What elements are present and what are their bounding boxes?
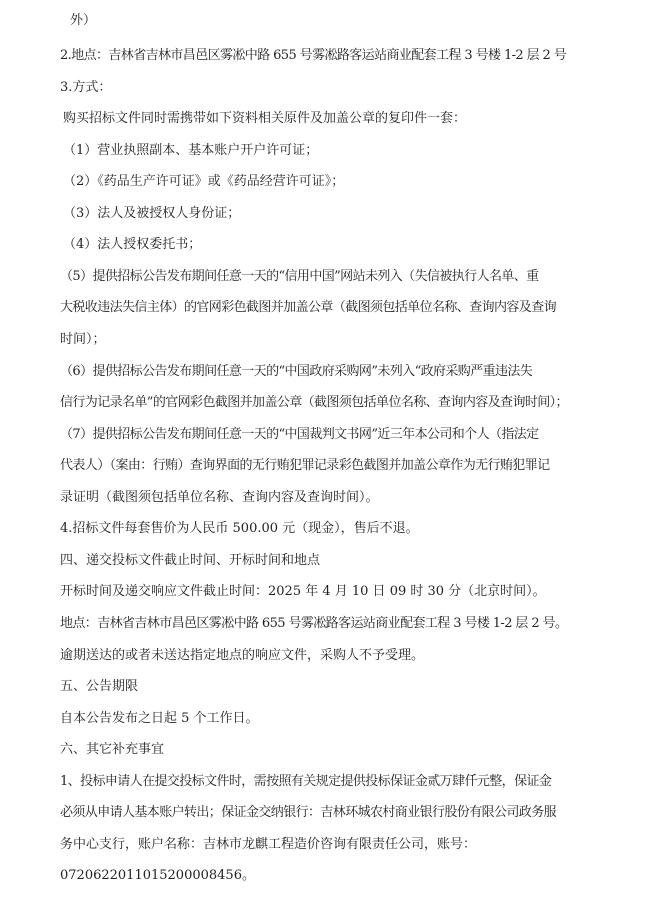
text-line: 时间）； xyxy=(60,332,106,347)
text-line: 信行为记录名单”的官网彩色截图并加盖公章（截图须包括单位名称、查询内容及查询时间）； xyxy=(60,395,568,410)
text-line: 代表人）（案由：行贿）查询界面的无行贿犯罪记录彩色截图并加盖公章作为无行贿犯罪记 xyxy=(60,458,550,473)
text-line: 1、投标申请人在提交投标文件时，需按照有关规定提供投标保证金贰万肆仟元整，保证金 xyxy=(60,774,552,789)
text-line: （3）法人及被授权人身份证； xyxy=(63,206,241,221)
text-line: 录证明（截图须包括单位名称、查询内容及查询时间）。 xyxy=(60,490,379,505)
text-line: 购买招标文件同时需携带如下资料相关原件及加盖公章的复印件一套： xyxy=(63,111,467,126)
text-line: 外） xyxy=(70,13,97,28)
text-line: 务中心支行，账户名称：吉林市龙麒工程造价咨询有限责任公司，账号： xyxy=(60,837,477,852)
text-line: 自本公告发布之日起 5 个工作日。 xyxy=(60,711,259,726)
text-line: （5）提供招标公告发布期间任意一天的“信用中国”网站未列入（失信被执行人名单、重 xyxy=(60,269,539,284)
text-line: （4）法人授权委托书； xyxy=(63,237,202,252)
text-line: 开标时间及递交响应文件截止时间：2025 年 4 月 10 日 09 时 30 分（北京时间）。 xyxy=(60,584,546,599)
text-line: 地点：吉林省吉林市昌邑区雾凇中路 655 号雾凇路客运站商业配套工程 3 号楼 1-2 层 2 号。 xyxy=(60,616,568,631)
text-line: （1）营业执照副本、基本账户开户许可证； xyxy=(63,143,319,158)
text-line: 4.招标文件每套售价为人民币 500.00 元（现金），售后不退。 xyxy=(60,521,419,536)
text-line: 2.地点：吉林省吉林市昌邑区雾凇中路 655 号雾凇路客运站商业配套工程 3 号楼 1-2 层 2 号 xyxy=(60,48,567,63)
text-line: （2）《药品生产许可证》或《药品经营许可证》； xyxy=(63,174,345,189)
section-heading: 五、公告期限 xyxy=(60,679,139,694)
text-line: （6）提供招标公告发布期间任意一天的“中国政府采购网”未列入“政府采购严重违法失 xyxy=(60,364,533,379)
text-line: 必须从申请人基本账户转出；保证金交纳银行：吉林环城农村商业银行股份有限公司政务服 xyxy=(60,805,557,820)
text-line: 3.方式： xyxy=(60,80,112,95)
text-line: 大税收违法失信主体）的官网彩色截图并加盖公章（截图须包括单位名称、查询内容及查询 xyxy=(60,300,557,315)
text-line: 0720622011015200008456。 xyxy=(60,868,255,883)
section-heading: 四、递交投标文件截止时间、开标时间和地点 xyxy=(60,553,321,568)
text-line: 逾期送达的或者未送达指定地点的响应文件，采购人不予受理。 xyxy=(60,648,425,663)
text-line: （7）提供招标公告发布期间任意一天的“中国裁判文书网”近三年本公司和个人（指法定 xyxy=(60,427,539,442)
section-heading: 六、其它补充事宜 xyxy=(60,742,165,757)
